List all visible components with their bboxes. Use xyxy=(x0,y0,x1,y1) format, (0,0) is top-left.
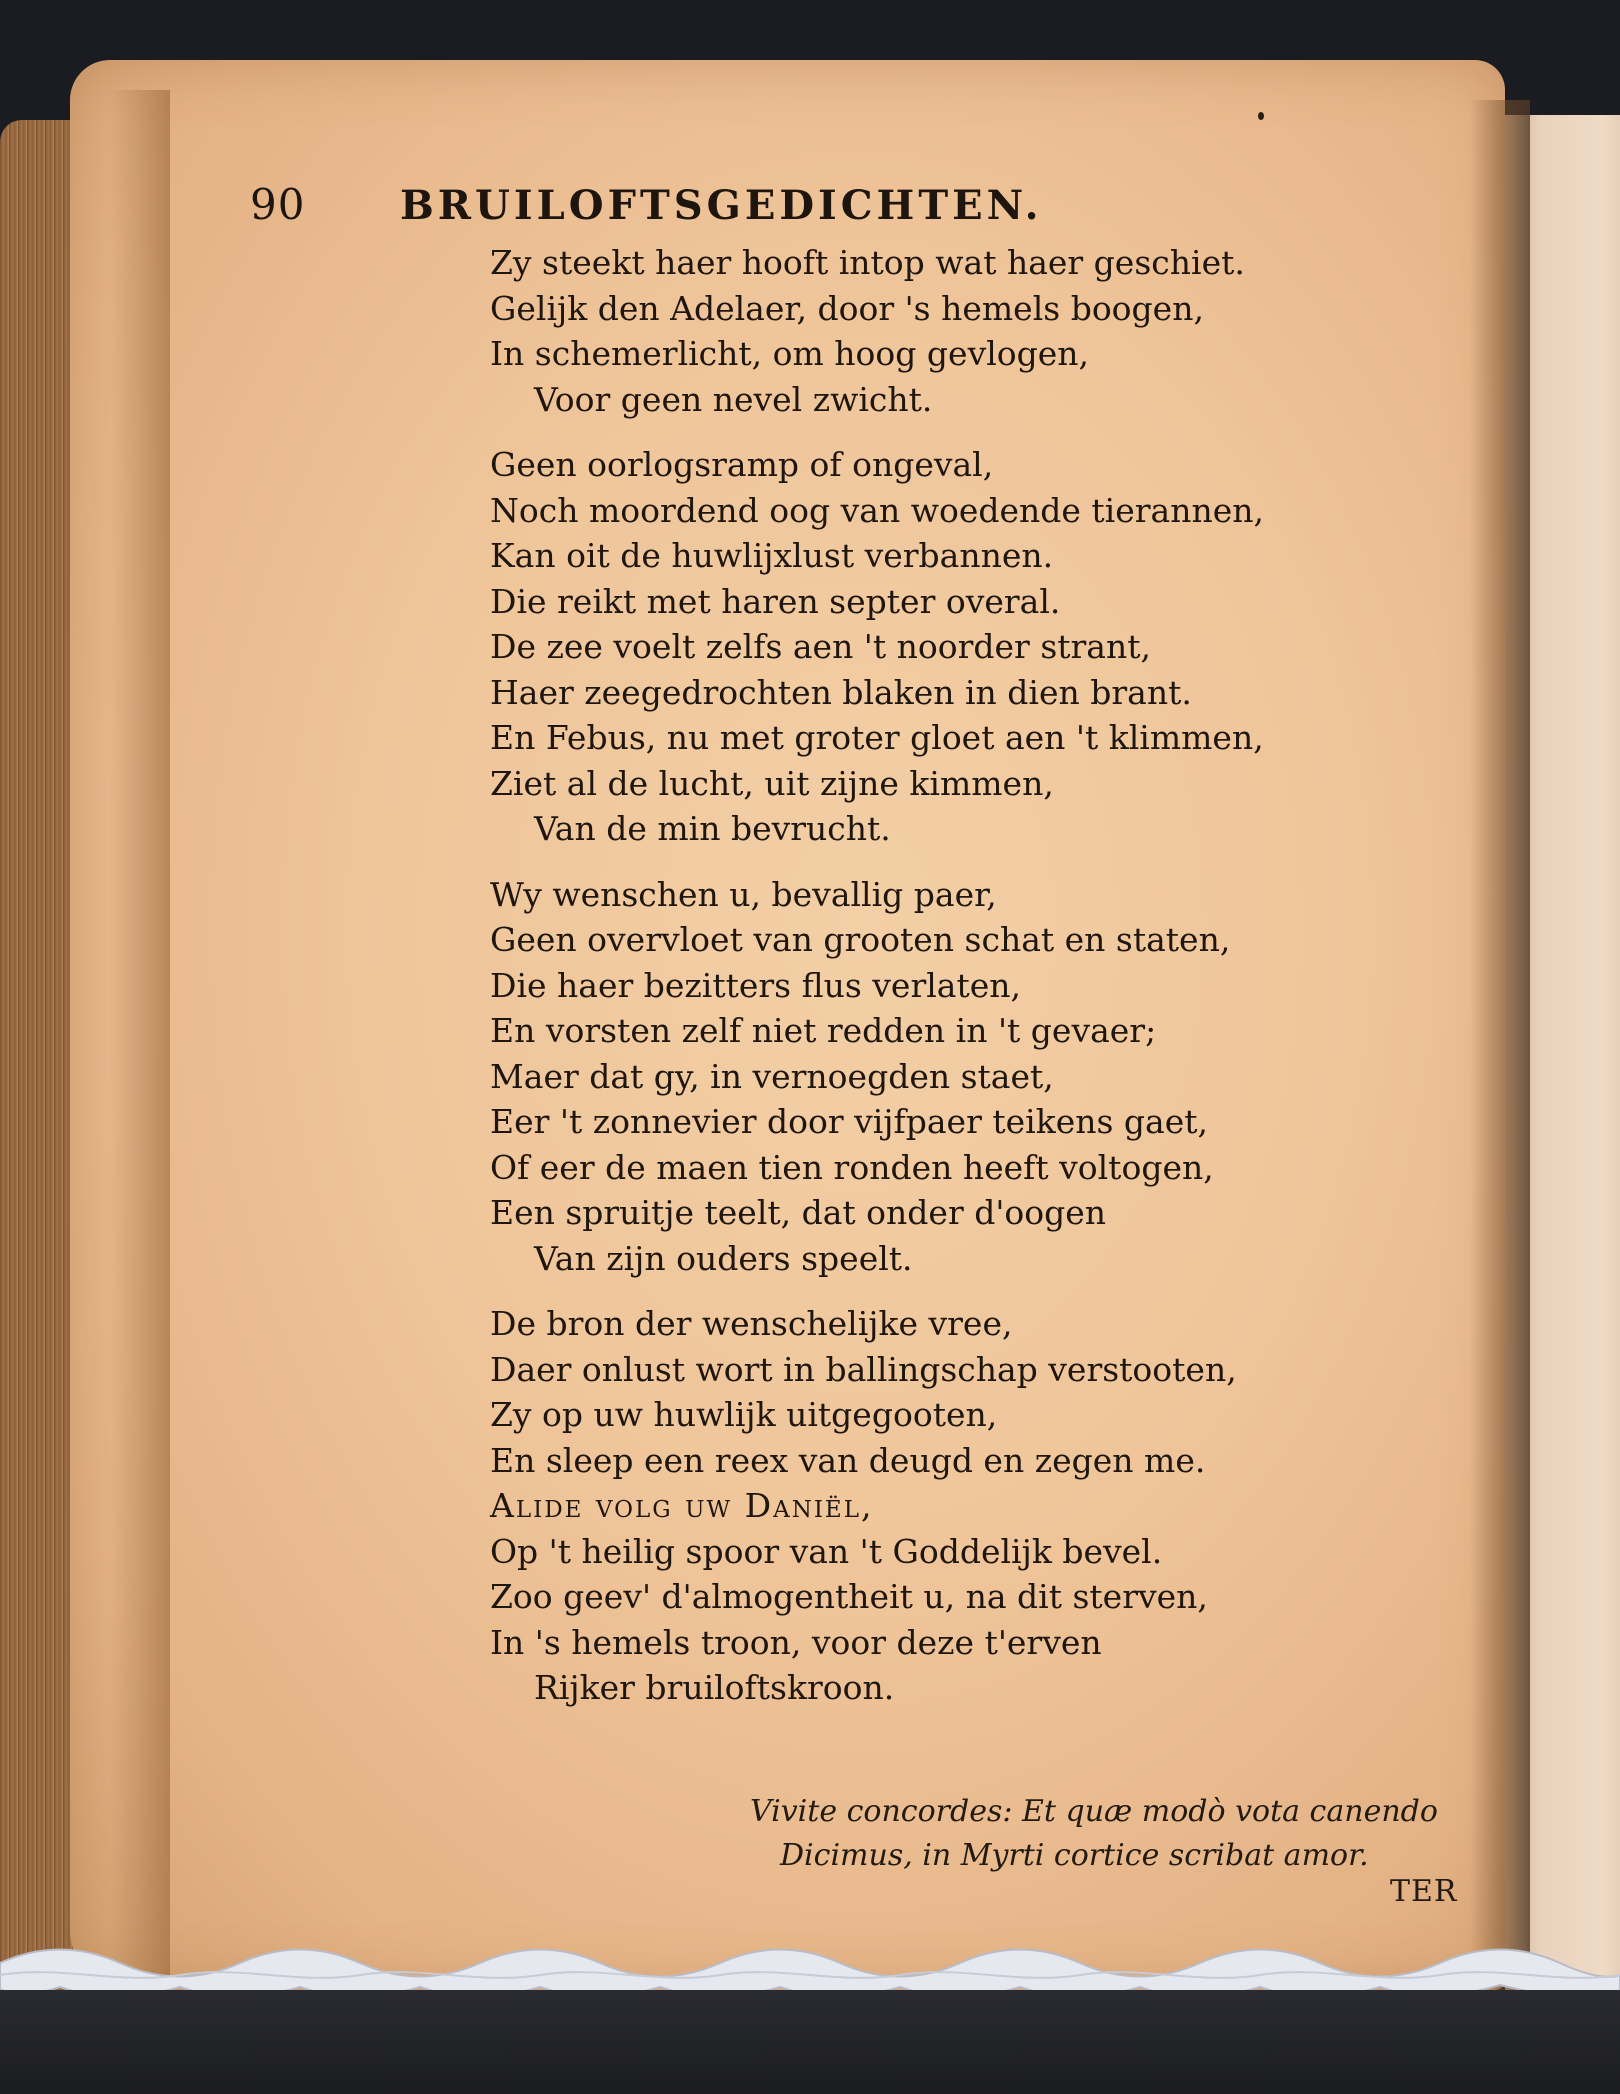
poem-line: Geen overvloet van grooten schat en staten, xyxy=(490,920,1231,959)
poem-line: In 's hemels troon, voor deze t'erven xyxy=(490,1622,1102,1662)
poem-line: De zee voelt zelfs aen 't noorder strant, xyxy=(490,627,1151,666)
poem-line: Rijker bruiloftskroon. xyxy=(534,1668,895,1707)
motto-line: Dicimus, in Myrti cortice scribat amor. xyxy=(780,1838,1369,1873)
poem-line: De bron der wenschelijke vree, xyxy=(490,1304,1013,1343)
poem-line: Van de min bevrucht. xyxy=(534,809,891,848)
poem-line: En sleep een reex van deugd en zegen me. xyxy=(490,1440,1206,1480)
poem-line: In schemerlicht, om hoog gevlogen, xyxy=(490,334,1090,373)
page-number: 90 xyxy=(250,180,306,229)
poem-line: En Febus, nu met groter gloet aen 't klimmen, xyxy=(490,718,1264,757)
stanza xyxy=(490,442,1390,852)
stanza xyxy=(490,240,1390,422)
page-header xyxy=(250,180,1360,240)
stanza xyxy=(490,872,1390,1282)
poem-body xyxy=(490,240,1390,1731)
poem-line: Zy op uw huwlijk uitgegooten, xyxy=(490,1395,998,1434)
poem-line: Maer dat gy, in vernoegden staet, xyxy=(490,1056,1054,1096)
running-title: BRUILOFTSGEDICHTEN. xyxy=(400,182,1043,229)
poem-line: Op 't heilig spoor van 't Goddelijk bevel. xyxy=(490,1531,1163,1571)
poem-line: Wy wenschen u, bevallig paer, xyxy=(490,874,997,914)
poem-line: Van zijn ouders speelt. xyxy=(534,1238,913,1278)
poem-line: Gelijk den Adelaer, door 's hemels boogen, xyxy=(490,288,1204,328)
poem-line: Zoo geev' d'almogentheit u, na dit sterven, xyxy=(490,1577,1208,1616)
poem-line: Zy steekt haer hooft intop wat haer geschiet. xyxy=(490,243,1245,282)
poem-line: Kan oit de huwlijxlust verbannen. xyxy=(490,536,1054,575)
motto-line: Vivite concordes: Et quæ modò vota canendo xyxy=(750,1794,1438,1829)
poem-line: Die haer bezitters flus verlaten, xyxy=(490,965,1021,1005)
poem-line: Die reikt met haren septer overal. xyxy=(490,581,1061,621)
poem-line: Een spruitje teelt, dat onder d'oogen xyxy=(490,1193,1107,1232)
poem-line: Geen oorlogsramp of ongeval, xyxy=(490,445,994,484)
page-edge-shade xyxy=(110,90,170,2020)
poem-line: Of eer de maen tien ronden heeft voltogen, xyxy=(490,1147,1214,1187)
latin-motto xyxy=(750,1790,1480,1878)
poem-line: Alide volg uw Daniël, xyxy=(490,1486,874,1525)
stanza xyxy=(490,1301,1390,1711)
book-gutter xyxy=(1470,100,1530,2000)
poem-line: Voor geen nevel zwicht. xyxy=(534,379,933,419)
poem-line: En vorsten zelf niet redden in 't gevaer; xyxy=(490,1011,1157,1050)
catchword: TER xyxy=(1390,1874,1458,1909)
poem-line: Eer 't zonnevier door vijfpaer teikens gaet, xyxy=(490,1102,1208,1141)
poem-line: Daer onlust wort in ballingschap verstooten, xyxy=(490,1349,1237,1389)
poem-line: Noch moordend oog van woedende tierannen, xyxy=(490,490,1264,530)
poem-line: Ziet al de lucht, uit zijne kimmen, xyxy=(490,763,1054,803)
poem-line: Haer zeegedrochten blaken in dien brant. xyxy=(490,672,1192,712)
table-surface xyxy=(0,1990,1620,2094)
paper-speck xyxy=(1258,112,1264,120)
